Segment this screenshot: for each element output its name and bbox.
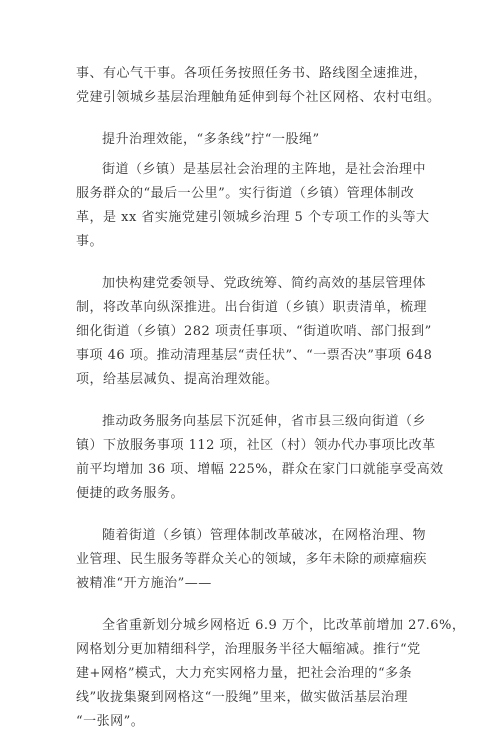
text-line: 服务群众的“最后一公里”。实行街道（乡镇）管理体制改	[76, 186, 415, 201]
text-line: 被精准“开方施治”——	[76, 576, 212, 591]
paragraph-management-system	[76, 272, 436, 392]
text-line: 党建引领城乡基层治理触角延伸到每个社区网格、农村屯组。	[76, 90, 441, 105]
text-line: 加快构建党委领导、党政统筹、简约高效的基层管理体	[102, 276, 427, 291]
text-line: 项，给基层减负、提高治理效能。	[76, 372, 279, 387]
text-line: 事、有心气干事。各项任务按照任务书、路线图全速推进，	[76, 66, 428, 81]
paragraph-street-governance	[76, 158, 436, 254]
text-line: 全省重新划分城乡网格近 6.9 万个，比改革前增加 27.6%，	[102, 618, 466, 633]
text-line: 镇）下放服务事项 112 项，社区（村）领办代办事项比改革	[76, 438, 436, 453]
text-line: 网格划分更加精细科学，治理服务半径大幅缩减。推行“党	[76, 642, 421, 657]
paragraph-government-services	[76, 410, 444, 506]
text-line: 前平均增加 36 项、增幅 225%，群众在家门口就能享受高效	[76, 462, 444, 477]
text-line: 便捷的政务服务。	[76, 486, 185, 501]
paragraph-reform-breakthrough	[76, 524, 436, 596]
text-line: 街道（乡镇）是基层社会治理的主阵地，是社会治理中	[102, 162, 427, 177]
text-line: “一张网”。	[76, 714, 145, 729]
text-line: 细化街道（乡镇）282 项责任事项、“街道吹哨、部门报到”	[76, 324, 432, 339]
text-line: 事项 46 项。推动清理基层“责任状”、“一票否决”事项 648	[76, 348, 433, 363]
text-line: 推动政务服务向基层下沉延伸，省市县三级向街道（乡	[102, 414, 427, 429]
paragraph-continuation	[76, 62, 441, 110]
section-heading	[76, 128, 436, 152]
text-line: 革，是 xx 省实施党建引领城乡治理 5 个专项工作的头等大	[76, 210, 430, 225]
text-line: 事。	[76, 234, 104, 249]
paragraph-grid-division	[76, 614, 466, 734]
text-line: 制，将改革向纵深推进。出台街道（乡镇）职责清单，梳理	[76, 300, 428, 315]
document-page	[76, 62, 466, 752]
text-line: 建+网格”模式，大力充实网格力量，把社会治理的“多条	[76, 666, 413, 681]
text-line: 随着街道（乡镇）管理体制改革破冰，在网格治理、物	[102, 528, 427, 543]
text-line: 线”收拢集聚到网格这“一股绳”里来，做实做活基层治理	[76, 690, 408, 705]
text-line: 业管理、民生服务等群众关心的领域，多年未除的顽瘴痼疾	[76, 552, 428, 567]
text-line: 提升治理效能，“多条线”拧“一股绳”	[102, 132, 320, 147]
